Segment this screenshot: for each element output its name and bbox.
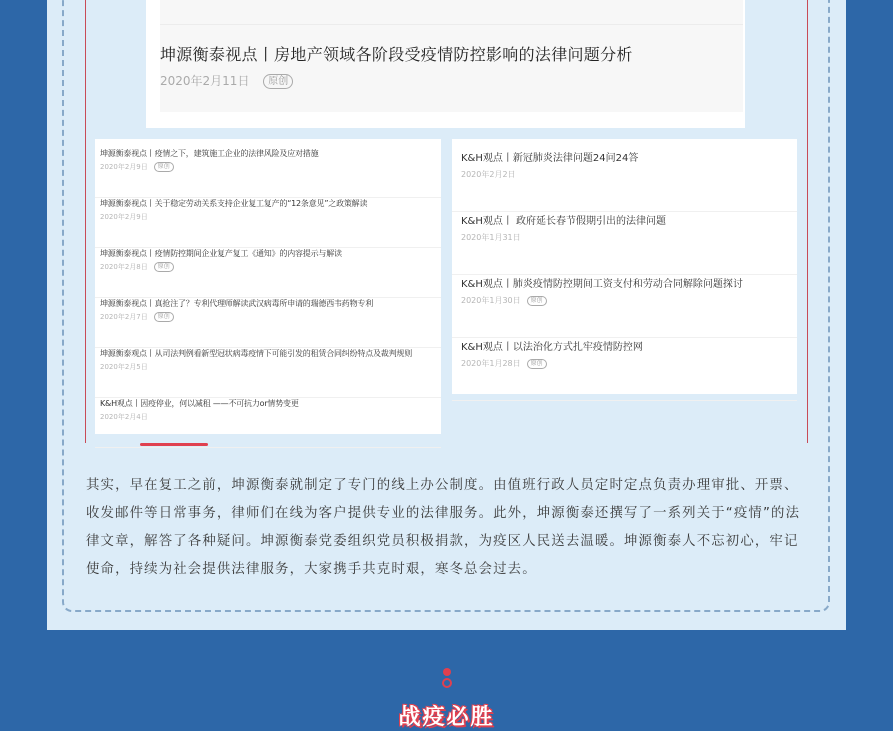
list-item[interactable] <box>95 298 441 348</box>
list-item[interactable] <box>452 149 797 212</box>
featured-article-title[interactable]: 坤源衡泰视点丨房地产领域各阶段受疫情防控影响的法律问题分析 <box>160 45 633 64</box>
featured-article-card[interactable] <box>146 0 745 128</box>
list-item-title[interactable]: 坤源衡泰视点丨关于稳定劳动关系支持企业复工复产的“12条意见”之政策解读 <box>100 199 368 208</box>
original-badge: 原创 <box>527 296 547 306</box>
list-item-date: 2020年1月30日 <box>461 296 521 305</box>
list-item-title[interactable]: 坤源衡泰视点丨疫情防控期间企业复产复工《通知》的内容提示与解读 <box>100 249 342 258</box>
list-item[interactable] <box>95 348 441 398</box>
list-item-title[interactable]: K&H观点丨因疫停业，何以减租 ——不可抗力or情势变更 <box>100 399 299 408</box>
list-item-date: 2020年2月7日 <box>100 313 148 321</box>
list-item[interactable] <box>452 212 797 275</box>
article-list-left <box>95 139 441 434</box>
list-item-meta <box>100 262 441 272</box>
divider <box>160 24 743 25</box>
ring-icon <box>442 678 452 688</box>
list-item[interactable] <box>95 248 441 298</box>
list-item-meta <box>461 169 797 180</box>
article-list-right <box>452 139 797 394</box>
list-item-date: 2020年1月28日 <box>461 359 521 368</box>
list-item-meta <box>100 162 441 172</box>
list-item-meta <box>461 232 797 243</box>
list-item-date: 2020年2月9日 <box>100 163 148 171</box>
list-item-meta <box>461 358 797 369</box>
list-item-title[interactable]: K&H观点丨肺炎疫情防控期间工资支付和劳动合同解除问题探讨 <box>461 279 743 290</box>
list-item-date: 2020年2月8日 <box>100 263 148 271</box>
list-item-title[interactable]: K&H观点丨新冠肺炎法律问题24问24答 <box>461 153 639 164</box>
list-item-date: 2020年2月4日 <box>100 413 148 421</box>
section-title: 战疫必胜 <box>398 705 495 730</box>
list-item-meta <box>100 362 441 372</box>
original-badge: 原创 <box>263 74 293 89</box>
list-item-title[interactable]: 坤源衡泰视点丨真抢注了？专利代理师解读武汉病毒所申请的瑞德西韦药物专利 <box>100 299 373 308</box>
original-badge: 原创 <box>154 312 174 322</box>
list-item[interactable] <box>95 398 441 448</box>
original-badge: 原创 <box>154 262 174 272</box>
list-item-date: 2020年2月9日 <box>100 213 148 221</box>
list-item-date: 2020年2月2日 <box>461 170 516 179</box>
list-item-title[interactable]: 坤源衡泰视点丨疫情之下，建筑施工企业的法律风险及应对措施 <box>100 149 319 158</box>
list-item-title[interactable]: K&H观点丨以法治化方式扎牢疫情防控网 <box>461 342 643 353</box>
list-item-meta <box>100 212 441 222</box>
dot-icon <box>443 668 451 676</box>
body-paragraph: 其实，早在复工之前，坤源衡泰就制定了专门的线上办公制度。由值班行政人员定时定点负责办理审批、开票、收发邮件等日常事务，律师们在线为客户提供专业的法律服务。此外，坤源衡泰还撰写了一系列关于“疫情”的法律文章，解答了各种疑问。坤源衡泰党委组织党员积极捐款，为疫区人民送去温暖。坤源衡泰人不忘初心，牢记使命，持续为社会提供法律服务，大家携手共克时艰，寒冬总会过去。 <box>86 478 801 577</box>
list-item-date: 2020年1月31日 <box>461 233 521 242</box>
list-item-meta <box>100 312 441 322</box>
list-item[interactable] <box>452 338 797 401</box>
section-divider-dots <box>441 668 453 688</box>
list-item-meta <box>461 295 797 306</box>
list-item-title[interactable]: K&H观点丨 政府延长春节假期引出的法律问题 <box>461 216 667 227</box>
featured-article-meta <box>160 72 293 89</box>
list-item-title[interactable]: 坤源衡泰观点丨从司法判例看新型冠状病毒疫情下可能引发的租赁合同纠纷特点及裁判规则 <box>100 349 412 358</box>
original-badge: 原创 <box>527 359 547 369</box>
original-badge: 原创 <box>154 162 174 172</box>
list-item-meta <box>100 412 441 422</box>
list-item[interactable] <box>95 148 441 198</box>
featured-article-date: 2020年2月11日 <box>160 74 250 88</box>
list-item-date: 2020年2月5日 <box>100 363 148 371</box>
list-item[interactable] <box>95 198 441 248</box>
featured-article-inner <box>160 0 743 112</box>
list-item[interactable] <box>452 275 797 338</box>
scroll-indicator[interactable] <box>140 443 208 446</box>
